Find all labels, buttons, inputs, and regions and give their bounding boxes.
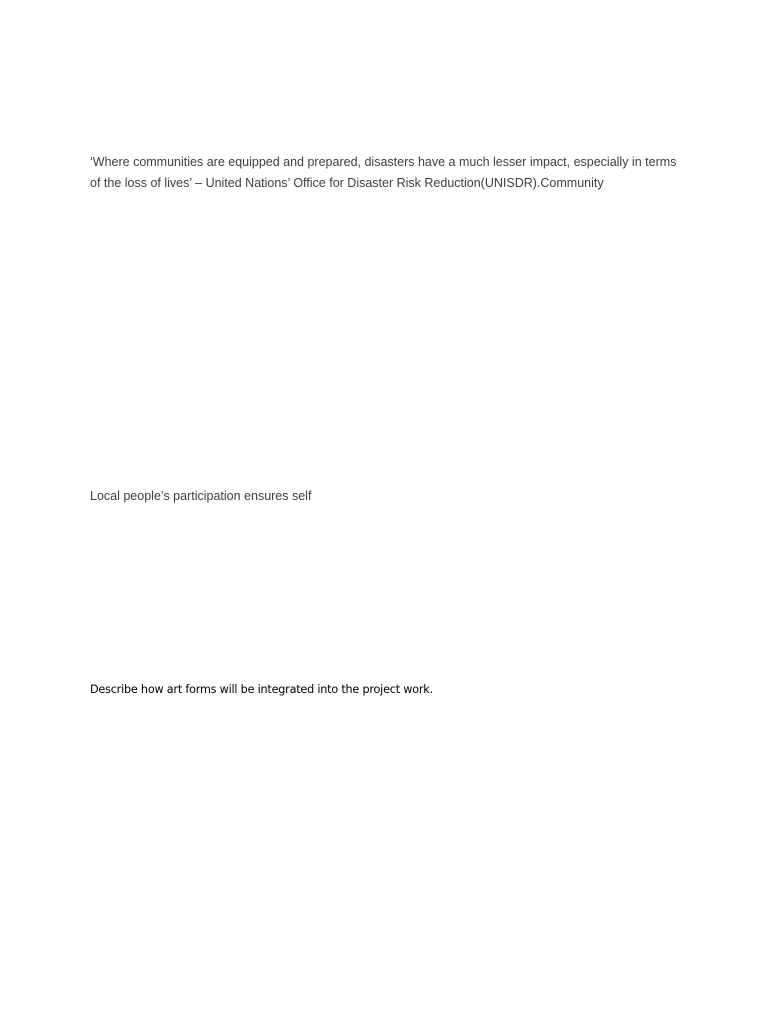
describe-prompt-paragraph: Describe how art forms will be integrated into the project work. xyxy=(90,683,433,696)
local-participation-paragraph: Local people’s participation ensures self xyxy=(90,489,312,503)
quote-paragraph: ‘Where communities are equipped and prepared, disasters have a much lesser impact, especially in terms of the loss of lives’ – United Nations’ Office for Disaster Risk Reduction(UNISDR).Community xyxy=(90,155,677,190)
